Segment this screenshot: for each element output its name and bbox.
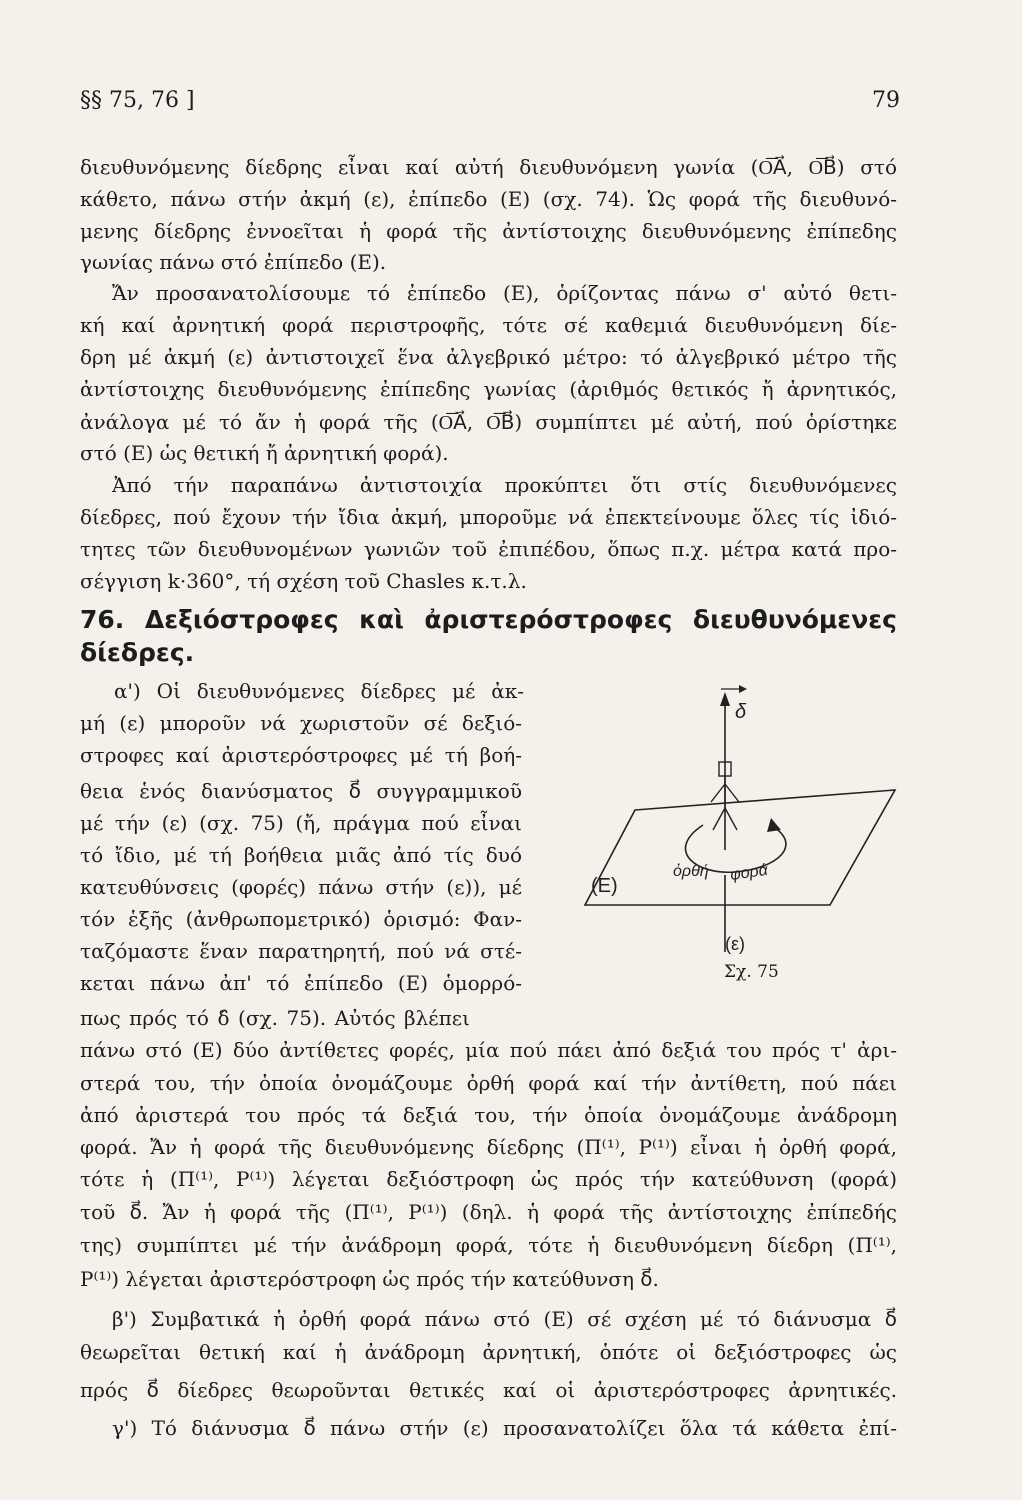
text-line: Ρ⁽¹⁾) λέγεται ἀριστερόστροφη ὡς πρός τήν κατεύθυνση δ⃗.: [80, 1267, 659, 1291]
plane-e-shape: [585, 790, 895, 905]
text-line: μέ τήν (ε) (σχ. 75) (ἤ, πράγμα πού εἶναι: [80, 811, 522, 835]
label-orthi: ὀρθή: [673, 863, 709, 880]
text-line: πρός δ⃗ δίεδρες θεωροῦνται θετικές καί οἱ ἀριστερόστροφες ἀρνητικές.: [80, 1378, 897, 1402]
label-plane: (E): [591, 875, 618, 897]
page-number: 79: [872, 88, 900, 113]
text-line: διευθυνόμενης δίεδρης εἶναι καί αὐτή διευθυνόμενη γωνία (O͞A⃗, O͞B⃗) στό: [80, 155, 897, 179]
text-line: β') Συμβατικά ἡ ὀρθή φορά πάνω στό (Ε) σέ σχέση μέ τό διάνυσμα δ⃗: [112, 1307, 897, 1331]
text-line: τοῦ δ⃗. Ἄν ἡ φορά τῆς (Π⁽¹⁾, Ρ⁽¹⁾) (δηλ. ἡ φορά τῆς ἀντίστοιχης ἐπίπεδής: [80, 1200, 897, 1224]
text-line: στροφες καί ἀριστερόστροφες μέ τή βοή-: [80, 743, 522, 767]
text-line: φορά. Ἄν ἡ φορά τῆς διευθυνόμενης δίεδρης (Π⁽¹⁾, Ρ⁽¹⁾) εἶναι ἡ ὀρθή φορά,: [80, 1135, 897, 1159]
observer-leg-right: [725, 808, 737, 830]
text-line: κεται πάνω ἀπ' τό ἐπίπεδο (Ε) ὁμορρό-: [80, 971, 522, 995]
rotation-arrowhead: [767, 818, 781, 832]
text-line: μή (ε) μποροῦν νά χωριστοῦν σέ δεξιό-: [80, 711, 522, 735]
text-line: θεια ἑνός διανύσματος δ⃗ συγγραμμικοῦ: [80, 779, 522, 803]
text-line: τόν ἑξῆς (ἀνθρωπομετρικό) ὁρισμό: Φαν-: [80, 907, 522, 931]
label-edge: (ε): [725, 934, 746, 954]
text-line: τό ἴδιο, μέ τή βοήθεια μιᾶς ἀπό τίς δυό: [80, 843, 522, 867]
text-line: σέγγιση k·360°, τή σχέση τοῦ Chasles κ.τ.λ.: [80, 569, 527, 593]
text-line: α') Οἱ διευθυνόμενες δίεδρες μέ ἀκ-: [114, 679, 524, 703]
text-line: ἀντίστοιχης διευθυνόμενης ἐπίπεδης γωνίας (ἀριθμός θετικός ἤ ἀρνητικός,: [80, 377, 897, 401]
text-line: δρη μέ ἀκμή (ε) ἀντιστοιχεῖ ἕνα ἀλγεβρικό μέτρο: τό ἀλγεβρικό μέτρο τῆς: [80, 345, 897, 369]
text-line: γωνίας πάνω στό ἐπίπεδο (Ε).: [80, 250, 387, 274]
observer-arm-left: [711, 784, 725, 802]
text-line: ταζόμαστε ἕναν παρατηρητή, πού νά στέ-: [80, 939, 522, 963]
label-fora: φορά: [729, 861, 769, 884]
text-line: θεωρεῖται θετική καί ἡ ἀνάδρομη ἀρνητική, ὁπότε οἱ δεξιόστροφες ὡς: [80, 1340, 897, 1364]
text-line: πάνω στό (Ε) δύο ἀντίθετες φορές, μία πού πάει ἀπό δεξιά του πρός τ' ἀρι-: [80, 1038, 897, 1062]
figure-75: [575, 680, 905, 1010]
text-line: στό (Ε) ὡς θετική ἤ ἀρνητική φορά).: [80, 441, 449, 465]
vector-delta-bar-head: [739, 685, 747, 693]
figure-caption: Σχ. 75: [724, 962, 779, 982]
text-line: Ἀπό τήν παραπάνω ἀντιστοιχία προκύπτει ὅτι στίς διευθυνόμενες: [112, 473, 897, 497]
text-line: τότε ἡ (Π⁽¹⁾, Ρ⁽¹⁾) λέγεται δεξιόστροφη ὡς πρός τήν κατεύθυνση (φορά): [80, 1167, 897, 1191]
text-line: Ἄν προσανατολίσουμε τό ἐπίπεδο (Ε), ὁρίζοντας πάνω σ' αὐτό θετι-: [112, 281, 897, 305]
text-line: στερά του, τήν ὁποία ὀνομάζουμε ὀρθή φορά καί τήν ἀντίθετη, πού πάει: [80, 1071, 897, 1095]
text-line: της) συμπίπτει μέ τήν ἀνάδρομη φορά, τότε ἡ διευθυνόμενη δίεδρη (Π⁽¹⁾,: [80, 1233, 897, 1257]
section-reference: §§ 75, 76 ]: [80, 88, 195, 113]
text-line: γ') Τό διάνυσμα δ⃗ πάνω στήν (ε) προσανατολίζει ὅλα τά κάθετα ἐπί-: [112, 1416, 897, 1440]
text-line: κατευθύνσεις (φορές) πάνω στήν (ε)), μέ: [80, 875, 522, 899]
section-heading: 76. Δεξιόστροφες καὶ ἀριστερόστροφες διευθυνόμενες: [80, 605, 897, 634]
text-line: τητες τῶν διευθυνομένων γωνιῶν τοῦ ἐπιπέδου, ὅπως π.χ. μέτρα κατά προ-: [80, 537, 897, 561]
section-heading-cont: δίεδρες.: [80, 638, 195, 667]
vector-delta-arrowhead: [720, 692, 730, 706]
text-line: δίεδρες, πού ἔχουν τήν ἴδια ἀκμή, μποροῦμε νά ἐπεκτείνουμε ὅλες τίς ἰδιό-: [80, 505, 897, 529]
text-line: κάθετο, πάνω στήν ἀκμή (ε), ἐπίπεδο (Ε) (σχ. 74). Ὡς φορά τῆς διευθυνό-: [80, 187, 897, 211]
text-line: κή καί ἀρνητική φορά περιστροφῆς, τότε σέ καθεμιά διευθυνόμενη δίε-: [80, 313, 897, 337]
label-delta: δ: [735, 701, 747, 723]
observer-arm-right: [725, 784, 739, 802]
text-line: μενης δίεδρης ἐννοεῖται ἡ φορά τῆς ἀντίστοιχης διευθυνόμενης ἐπίπεδης: [80, 219, 897, 243]
text-line: ἀπό ἀριστερά του πρός τά δεξιά του, τήν ὁποία ὀνομάζουμε ἀνάδρομη: [80, 1103, 897, 1127]
observer-leg-left: [713, 808, 725, 830]
text-line: πως πρός τό δ̂ (σχ. 75). Αὐτός βλέπει: [80, 1006, 470, 1030]
text-line: ἀνάλογα μέ τό ἄν ἡ φορά τῆς (O͞A⃗, O͞B⃗) συμπίπτει μέ αὐτή, πού ὁρίστηκε: [80, 410, 897, 434]
